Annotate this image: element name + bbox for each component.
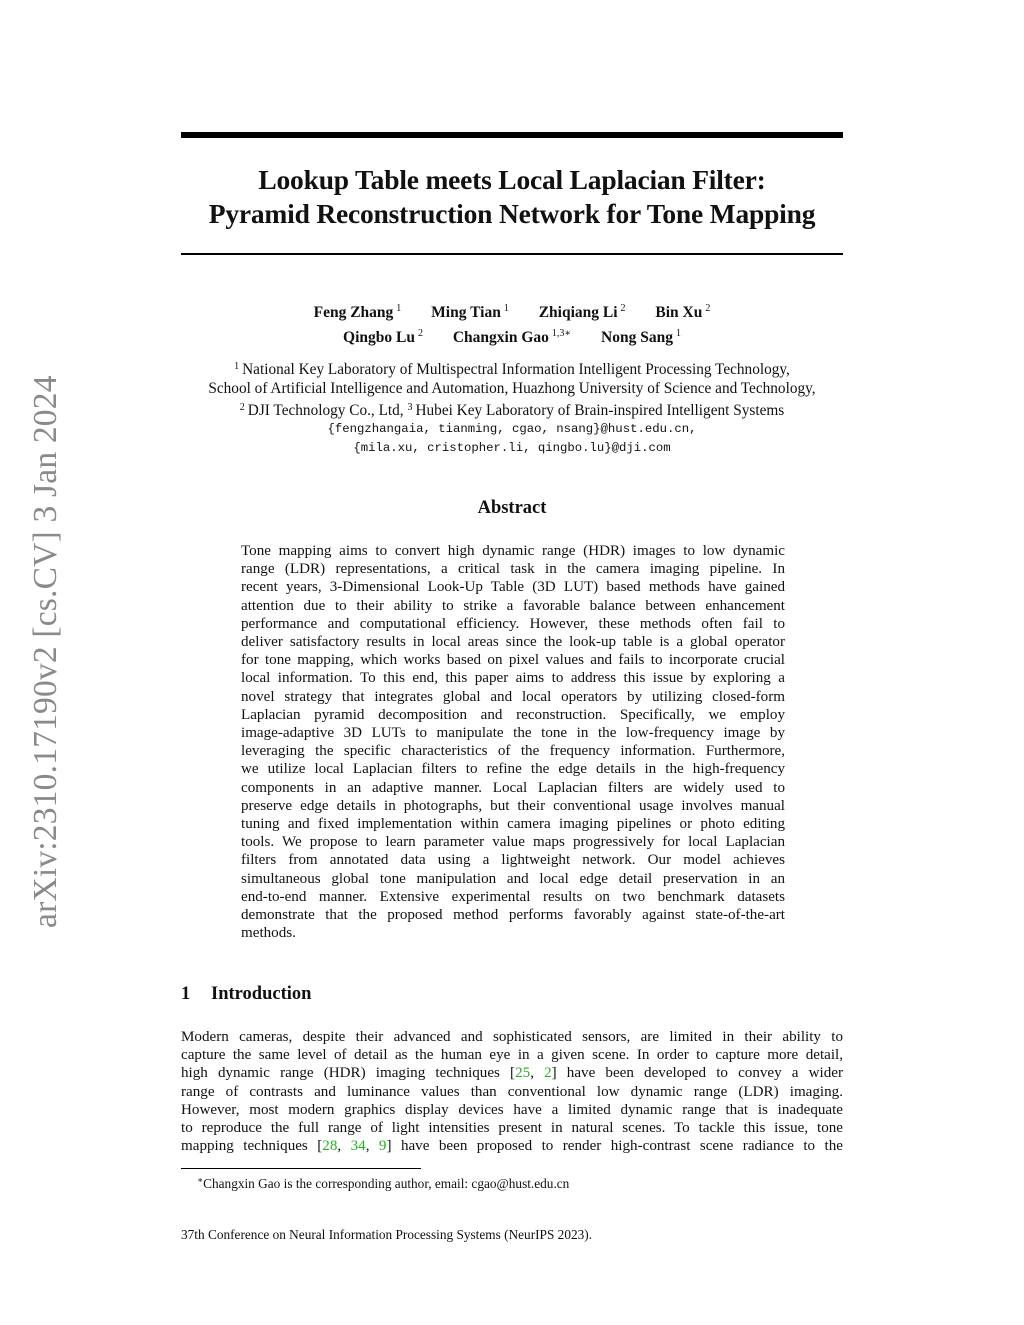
text-line: capture the same level of detail as the human eye in a given scene. In order to capture more detail, [181,1047,843,1064]
abstract-line: deliver satisfactory results in local areas since the look-up table is a global operator [241,634,785,651]
abstract-line: demonstrate that the proposed method performs favorably against state-of-the-art [241,907,785,924]
footnote: ∗Changxin Gao is the corresponding author, email: cgao@hust.edu.cn [197,1175,570,1191]
abstract-line: tools. We propose to learn parameter value maps progressively for local Laplacian [241,834,785,851]
citation-link[interactable]: 28 [322,1138,338,1155]
arxiv-identifier-stamp: arXiv:2310.17190v2 [cs.CV] 3 Jan 2024 [27,375,64,928]
affiliation-line: $^2$ DJI Technology Co., Ltd, $^3$ Hubei Key Laboratory of Brain-inspired Intelligent Systems [239,402,785,419]
abstract-line: novel strategy that integrates global and local operators by utilizing closed-form [241,688,785,705]
text-line: high dynamic range (HDR) imaging techniques [25, 2] have been developed to convey a wider [181,1065,843,1082]
abstract-line: Laplacian pyramid decomposition and reconstruction. Specifically, we employ [241,706,785,723]
citation-link[interactable]: 25 [515,1065,531,1082]
text-line: mapping techniques [28, 34, 9] have been proposed to render high-contrast scene radiance to the [181,1138,843,1155]
section-heading-introduction [181,983,581,1005]
citation-link[interactable]: 9 [378,1138,387,1155]
abstract-line: end-to-end manner. Extensive experimental results on two benchmark datasets [241,888,785,905]
abstract-line: attention due to their ability to strike a favorable balance between enhancement [241,597,785,614]
text-line: Modern cameras, despite their advanced and sophisticated sensors, are limited in their ability to [181,1029,843,1045]
affiliation-line: $^1$ National Key Laboratory of Multispectral Information Intelligent Processing Technology, [234,361,790,378]
abstract-line: we utilize local Laplacian filters to refine the edge details in the high-frequency [241,761,785,778]
abstract-line: local information. To this end, this paper aims to address this issue by exploring a [241,670,785,687]
title-line-1: Lookup Table meets Local Laplacian Filter: [258,164,766,195]
paper-title [181,163,843,231]
author: Bin Xu $^2$ [655,303,711,321]
citation-link[interactable]: 34 [350,1138,366,1155]
author-list [181,298,843,348]
abstract-line: preserve edge details in photographs, but their conventional usage involves manual [241,797,785,814]
abstract-line: methods. [241,925,296,942]
affiliations [161,357,863,458]
abstract-line: image-adaptive 3D LUTs to manipulate the tone in the low-frequency image by [241,725,785,742]
title-line-2: Pyramid Reconstruction Network for Tone Mapping [208,198,816,229]
author: Nong Sang $^1$ [601,328,681,346]
abstract-heading: Abstract [477,498,547,518]
author: Feng Zhang $^1$ [313,303,402,321]
abstract-line: performance and computational efficiency. However, these methods often fail to [241,615,785,632]
text-line: range of contrasts and luminance values than conventional low dynamic range (LDR) imaging. [181,1083,843,1100]
abstract-line: recent years, 3-Dimensional Look-Up Table (3D LUT) based methods have gained [241,579,785,596]
abstract-line: for tone mapping, which works based on pixel values and fails to incorporate crucial [241,652,785,669]
footnote-rule [181,1168,421,1169]
title-bottom-rule [181,253,843,255]
email-line: {mila.xu, cristopher.li, qingbo.lu}@dji.com [353,441,671,455]
author-row-1 [181,298,843,323]
author: Zhiqiang Li $^2$ [538,303,626,321]
abstract-line: filters from annotated data using a lightweight network. Our model achieves [241,852,785,869]
abstract-line: range (LDR) representations, a critical task in the camera imaging pipeline. In [241,561,785,578]
author: Changxin Gao $^{1,3∗}$ [452,328,572,346]
author-row-2 [181,323,843,348]
title-top-rule [181,132,843,138]
section-number: 1 [181,984,191,1004]
introduction-body [181,1028,843,1155]
author: Ming Tian $^1$ [431,303,509,321]
affiliation-line: School of Artificial Intelligence and Automation, Huazhong University of Science and Technology, [208,380,816,397]
abstract-line: simultaneous global tone manipulation and local edge detail preservation in an [241,870,785,887]
author: Qingbo Lu $^2$ [343,328,423,346]
abstract-body [241,542,785,942]
citation-link[interactable]: 2 [544,1065,552,1082]
text-line: to reproduce the full range of light intensities present in natural scenes. To tackle this issue, tone [181,1120,843,1137]
section-title: Introduction [211,984,312,1004]
abstract-line: tuning and fixed implementation within camera imaging pipelines or photo editing [241,816,785,833]
email-line: {fengzhangaia, tianming, cgao, nsang}@hust.edu.cn, [327,422,697,436]
abstract-line: Tone mapping aims to convert high dynamic range (HDR) images to low dynamic [241,543,785,559]
text-line: However, most modern graphics display devices have a limited dynamic range that is inadequate [181,1101,843,1118]
abstract-line: components in an adaptive manner. Local Laplacian filters are widely used to [241,779,785,796]
abstract-line: leveraging the specific characteristics of the frequency information. Furthermore, [241,743,785,760]
venue-note: 37th Conference on Neural Information Processing Systems (NeurIPS 2023). [181,1227,593,1242]
